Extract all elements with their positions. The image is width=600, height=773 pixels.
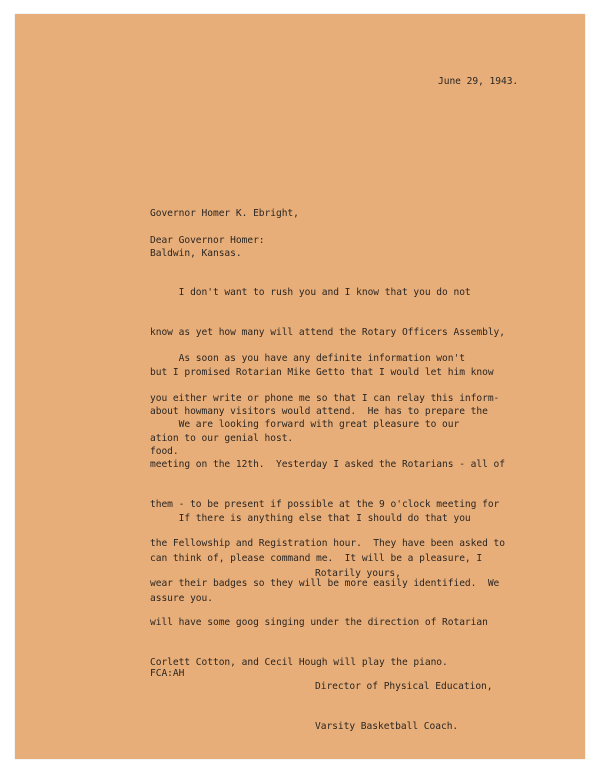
- signature-title-line-2: Varsity Basketball Coach.: [315, 721, 459, 733]
- paragraph-line: about howmany visitors would attend. He has to prepare the: [150, 406, 488, 418]
- paragraph-line: We are looking forward with great pleasure to our: [150, 419, 460, 431]
- complimentary-closing: Rotarily yours,: [315, 568, 401, 579]
- reference-initials: FCA:AH: [150, 668, 185, 679]
- paragraph-line: can think of, please command me. It will be a pleasure, I: [150, 553, 483, 565]
- paragraph-line: As soon as you have any definite information won't: [150, 353, 465, 365]
- body-paragraph-4: [150, 486, 482, 631]
- paragraph-line: assure you.: [150, 592, 213, 604]
- recipient-location: Baldwin, Kansas.: [150, 248, 242, 260]
- signature-title-line-1: Director of Physical Education,: [315, 681, 493, 693]
- paragraph-line: but I promised Rotarian Mike Getto that I would let him know: [150, 366, 494, 378]
- salutation: Dear Governor Homer:: [150, 235, 265, 246]
- paragraph-line: I don't want to rush you and I know that you do not: [150, 287, 471, 299]
- paragraph-line: wear their badges so they will be more easily identified. We: [150, 577, 500, 589]
- paragraph-line: If there is anything else that I should do that you: [150, 513, 471, 525]
- paragraph-line: you either write or phone me so that I can relay this inform-: [150, 393, 500, 405]
- paragraph-line: ation to our genial host.: [150, 432, 294, 444]
- paragraph-line: meeting on the 12th. Yesterday I asked the Rotarians - all of: [150, 459, 506, 471]
- paragraph-line: the Fellowship and Registration hour. They have been asked to: [150, 538, 506, 550]
- recipient-name: Governor Homer K. Ebright,: [150, 208, 299, 220]
- paragraph-line: Corlett Cotton, and Cecil Hough will play the piano.: [150, 657, 448, 669]
- letter-page: [15, 14, 585, 759]
- signature-title: [315, 654, 493, 760]
- paragraph-line: know as yet how many will attend the Rotary Officers Assembly,: [150, 327, 506, 339]
- paragraph-line: them - to be present if possible at the 9 o'clock meeting for: [150, 498, 500, 510]
- paragraph-line: food.: [150, 445, 179, 457]
- paragraph-line: will have some goog singing under the direction of Rotarian: [150, 617, 488, 629]
- letter-date: June 29, 1943.: [438, 76, 519, 87]
